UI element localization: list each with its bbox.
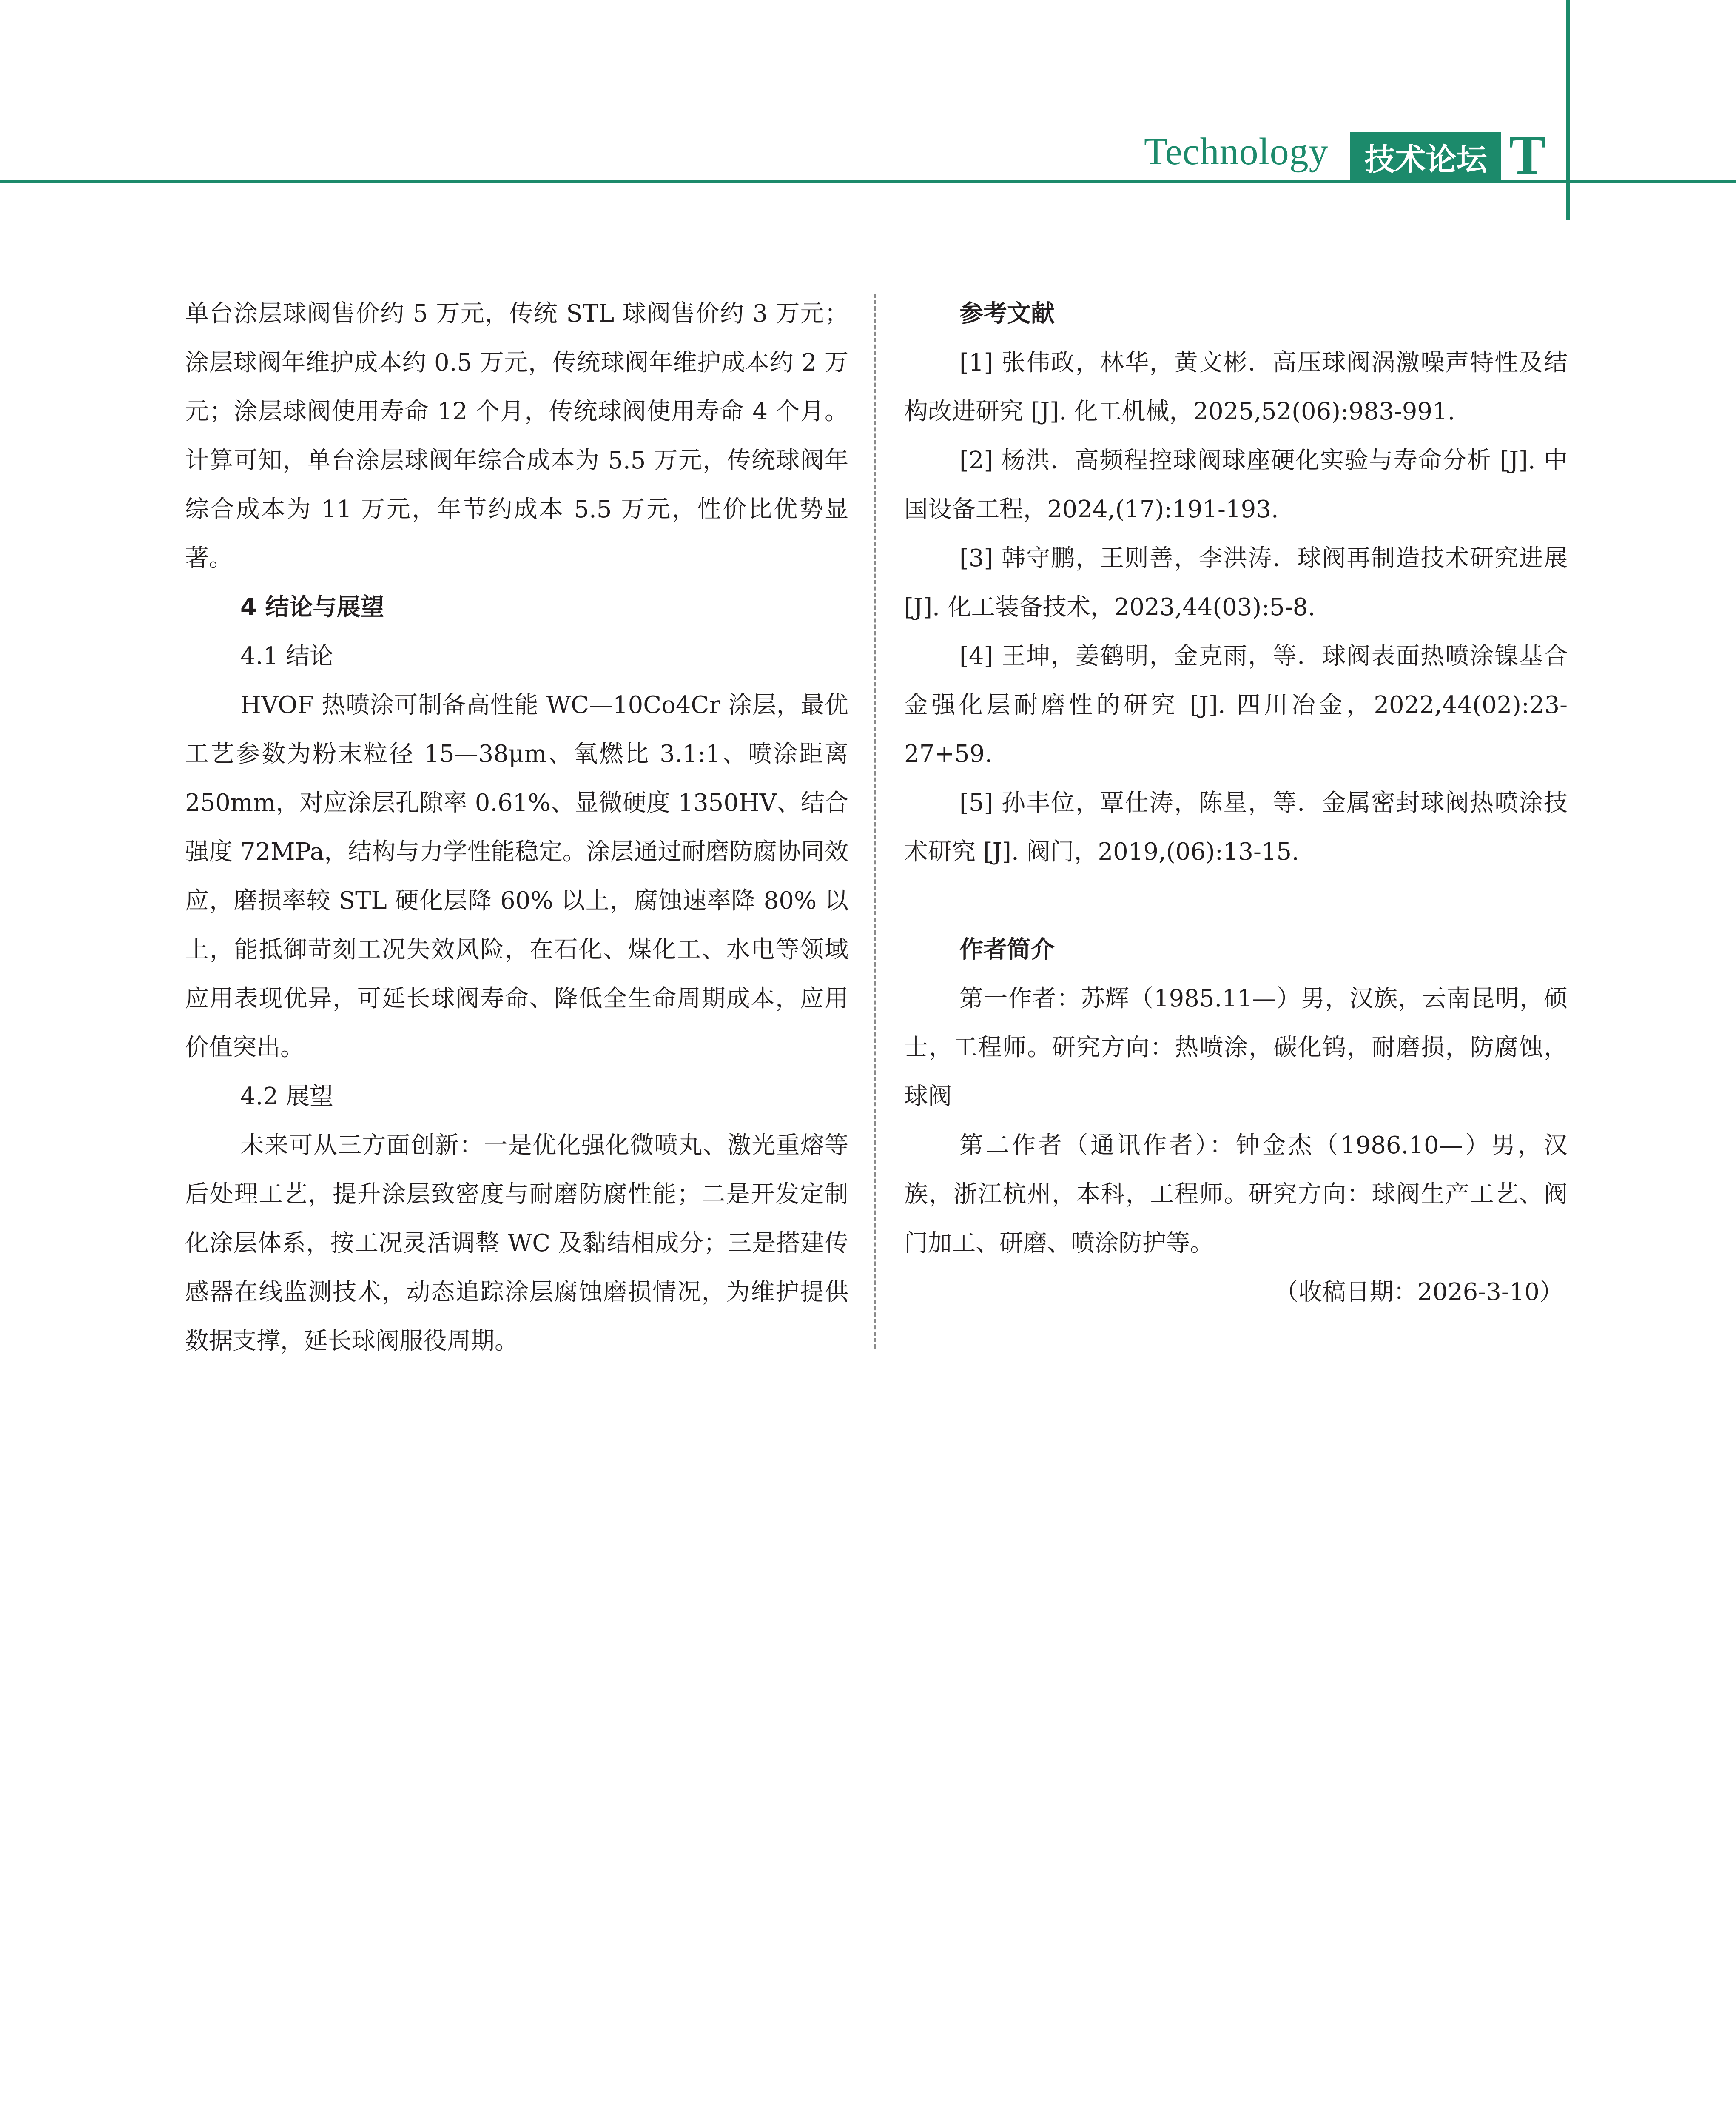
author-2: 第二作者（通讯作者）：钟金杰（1986.10—）男，汉族，浙江杭州，本科，工程师。研究方向：球阀生产工艺、阀门加工、研磨、喷涂防护等。 [904, 1132, 1568, 1257]
reference-item: [2] 杨洪．高频程控球阀球座硬化实验与寿命分析 [J]. 中国设备工程，2024,(17):191-193. [904, 447, 1568, 523]
section-title-cn: 技术论坛 [1350, 132, 1501, 182]
spacer [904, 876, 1568, 925]
header-vertical-rule [1566, 0, 1570, 220]
author-1: 第一作者：苏辉（1985.11—）男，汉族，云南昆明，硕士，工程师。研究方向：热喷涂，碳化钨，耐磨损，防腐蚀，球阀 [904, 985, 1568, 1110]
column-divider [874, 294, 876, 1349]
section-letter-logo: T [1509, 125, 1546, 186]
subsection-heading: 4.1 结论 [240, 642, 333, 670]
reference-item: [4] 王坤，姜鹤明，金克雨，等．球阀表面热喷涂镍基合金强化层耐磨性的研究 [J]. 四川冶金，2022,44(02):23-27+59. [904, 642, 1568, 768]
section-title-en: Technology [1144, 131, 1329, 173]
references-heading: 参考文献 [959, 300, 1055, 328]
reference-item: [3] 韩守鹏，王则善，李洪涛．球阀再制造技术研究进展 [J]. 化工装备技术，2023,44(03):5-8. [904, 545, 1568, 621]
subsection-heading: 4.2 展望 [240, 1083, 333, 1110]
left-column [185, 289, 848, 1366]
outlook-paragraph: 未来可从三方面创新：一是优化强化微喷丸、激光重熔等后处理工艺，提升涂层致密度与耐磨防腐性能；二是开发定制化涂层体系，按工况灵活调整 WC 及黏结相成分；三是搭建传感器在线监测技术，动态追踪涂层腐蚀磨损情况，为维护提供数据支撑，延长球阀服役周期。 [185, 1132, 848, 1355]
right-column [904, 289, 1568, 1317]
conclusion-paragraph: HVOF 热喷涂可制备高性能 WC—10Co4Cr 涂层，最优工艺参数为粉末粒径 15—38μm、氧燃比 3.1:1、喷涂距离 250mm，对应涂层孔隙率 0.61%、显微硬度 1350HV、结合强度 72MPa，结构与力学性能稳定。涂层通过耐磨防腐协同效应，磨损率较 STL 硬化层降 60% 以上，腐蚀速率降 80% 以上，能抵御苛刻工况失效风险，在石化、煤化工、水电等领域应用表现优异，可延长球阀寿命、降低全生命周期成本，应用价值突出。 [185, 691, 848, 1061]
author-heading: 作者简介 [959, 936, 1055, 964]
cost-paragraph: 单台涂层球阀售价约 5 万元，传统 STL 球阀售价约 3 万元；涂层球阀年维护成本约 0.5 万元，传统球阀年维护成本约 2 万元；涂层球阀使用寿命 12 个月，传统球阀使用寿命 4 个月。计算可知，单台涂层球阀年综合成本为 5.5 万元，传统球阀年综合成本为 11 万元，年节约成本 5.5 万元，性价比优势显著。 [185, 300, 848, 572]
reference-item: [5] 孙丰位，覃仕涛，陈星，等．金属密封球阀热喷涂技术研究 [J]. 阀门，2019,(06):13-15. [904, 789, 1568, 866]
reference-item: [1] 张伟政，林华，黄文彬．高压球阀涡激噪声特性及结构改进研究 [J]. 化工机械，2025,52(06):983-991. [904, 349, 1568, 425]
section-heading: 4 结论与展望 [240, 593, 384, 621]
received-date: （收稿日期：2026-3-10） [1274, 1278, 1563, 1306]
